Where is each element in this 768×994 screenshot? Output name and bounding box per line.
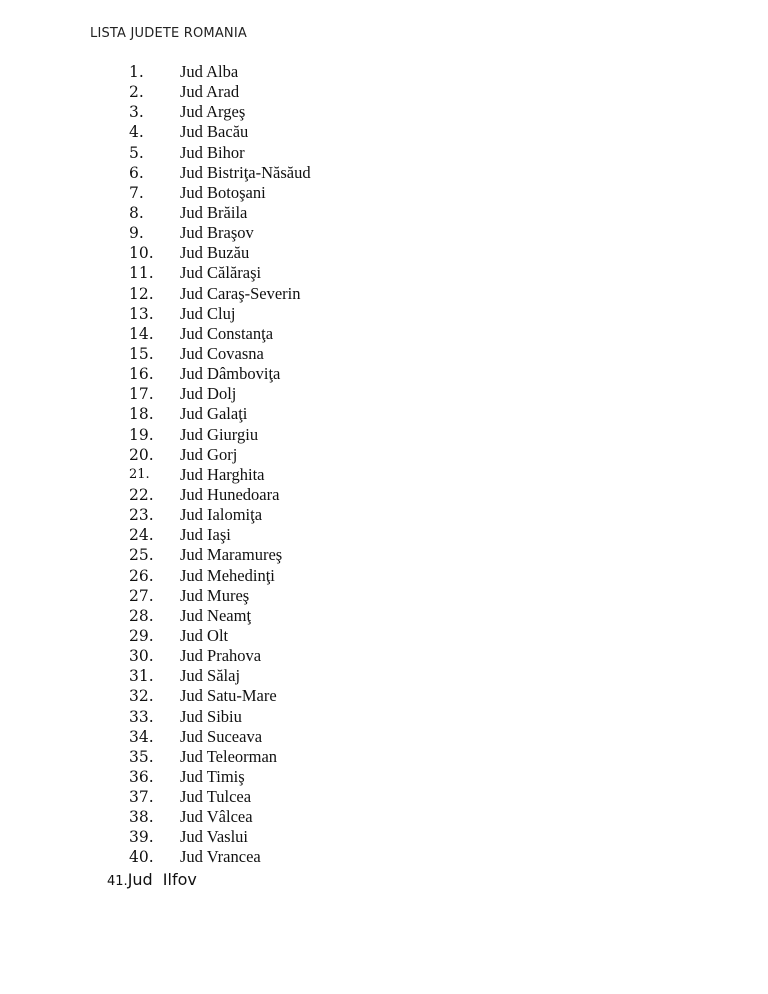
county-name: Jud Cluj	[180, 303, 236, 323]
county-number: 33.	[129, 707, 154, 726]
county-list-item	[0, 445, 768, 465]
county-name: Jud Prahova	[180, 646, 262, 666]
county-number: 28.	[129, 606, 154, 625]
county-name: Jud Dolj	[180, 384, 237, 404]
county-number: 40.	[129, 848, 154, 867]
county-number: 13.	[129, 304, 154, 323]
county-list-item	[0, 425, 768, 445]
county-number: 7.	[129, 183, 144, 202]
county-name: Jud Neamţ	[180, 605, 252, 625]
county-list-item	[0, 284, 768, 304]
county-number: 15.	[129, 344, 154, 363]
county-name: Jud Braşov	[180, 223, 254, 243]
county-name: Jud Bistriţa-Năsăud	[180, 162, 311, 182]
county-number: 3.	[129, 103, 144, 122]
county-list-item	[0, 666, 768, 686]
county-number: 29.	[129, 626, 154, 645]
county-name: Jud Timiş	[180, 766, 245, 786]
county-number: 16.	[129, 365, 154, 384]
county-number: 35.	[129, 747, 154, 766]
county-list-item	[0, 364, 768, 384]
county-number: 31.	[129, 667, 154, 686]
county-list-item	[0, 566, 768, 586]
county-name: Jud Gorj	[180, 444, 238, 464]
county-name: Jud Bacău	[180, 122, 249, 142]
county-list-item	[0, 606, 768, 626]
county-number: 1.	[129, 63, 144, 81]
county-list-item	[0, 203, 768, 223]
document-title: LISTA JUDETE ROMANIA	[90, 26, 247, 41]
county-list-item	[0, 102, 768, 122]
county-list-item	[0, 646, 768, 666]
county-name: Jud Mureş	[180, 585, 250, 605]
county-name: Jud Ialomiţa	[180, 505, 263, 525]
county-list-item	[0, 304, 768, 324]
county-number: 39.	[129, 828, 154, 847]
county-name: Jud Hunedoara	[180, 484, 280, 504]
county-list-item	[0, 404, 768, 424]
county-name: Jud Caraş-Severin	[180, 283, 301, 303]
county-name: Jud Arad	[180, 82, 240, 102]
county-name: Jud Suceava	[180, 726, 263, 746]
county-list-item	[0, 143, 768, 163]
county-name: Jud Covasna	[180, 343, 264, 363]
last-county-name: Jud Ilfov	[127, 870, 197, 889]
county-list-item	[0, 223, 768, 243]
county-number: 20.	[129, 445, 154, 464]
county-name: Jud Vâlcea	[180, 807, 253, 827]
county-list-item	[0, 807, 768, 827]
county-name: Jud Olt	[180, 625, 229, 645]
county-list-item	[0, 727, 768, 747]
county-list-item	[0, 626, 768, 646]
county-list-item	[0, 686, 768, 706]
county-number: 18.	[129, 405, 154, 424]
county-name: Jud Brăila	[180, 202, 248, 222]
county-list-item	[0, 747, 768, 767]
county-number: 22.	[129, 485, 154, 504]
county-name: Jud Buzău	[180, 243, 250, 263]
county-list-item	[0, 263, 768, 283]
county-list-item	[0, 525, 768, 545]
last-county-entry	[107, 870, 197, 889]
county-list	[0, 62, 768, 868]
county-number: 37.	[129, 788, 154, 807]
county-name: Jud Sibiu	[180, 706, 242, 726]
county-name: Jud Argeş	[180, 102, 246, 122]
county-name: Jud Teleorman	[180, 746, 278, 766]
county-name: Jud Sălaj	[180, 666, 241, 686]
county-list-item	[0, 344, 768, 364]
county-number: 6.	[129, 163, 144, 182]
county-list-item	[0, 62, 768, 82]
county-list-item	[0, 122, 768, 142]
county-name: Jud Constanţa	[180, 323, 274, 343]
county-name: Jud Alba	[180, 62, 239, 81]
county-list-item	[0, 183, 768, 203]
county-name: Jud Tulcea	[180, 787, 252, 807]
county-number: 2.	[129, 83, 144, 102]
county-number: 34.	[129, 727, 154, 746]
county-list-item	[0, 787, 768, 807]
county-number: 38.	[129, 808, 154, 827]
county-number: 23.	[129, 506, 154, 525]
county-number: 30.	[129, 647, 154, 666]
county-list-item	[0, 586, 768, 606]
county-list-item	[0, 384, 768, 404]
county-number: 11.	[129, 264, 154, 283]
county-list-item	[0, 847, 768, 867]
county-list-item	[0, 243, 768, 263]
county-name: Jud Iaşi	[180, 525, 231, 545]
county-number: 26.	[129, 566, 154, 585]
county-list-item	[0, 82, 768, 102]
county-list-item	[0, 324, 768, 344]
county-list-item	[0, 707, 768, 727]
county-number: 32.	[129, 687, 154, 706]
county-name: Jud Harghita	[180, 464, 265, 484]
county-list-item	[0, 485, 768, 505]
county-name: Jud Giurgiu	[180, 424, 259, 444]
county-number: 4.	[129, 123, 144, 142]
county-number: 27.	[129, 586, 154, 605]
county-number: 17.	[129, 385, 154, 404]
county-name: Jud Călăraşi	[180, 263, 262, 283]
county-list-item	[0, 827, 768, 847]
county-name: Jud Galaţi	[180, 404, 248, 424]
county-number: 9.	[129, 224, 144, 243]
county-number: 14.	[129, 324, 154, 343]
county-number: 5.	[129, 143, 144, 162]
county-number: 36.	[129, 767, 154, 786]
county-number: 24.	[129, 526, 154, 545]
last-county-number: 41.	[107, 874, 128, 889]
county-list-item	[0, 545, 768, 565]
county-name: Jud Mehedinţi	[180, 565, 275, 585]
county-name: Jud Bihor	[180, 142, 245, 162]
county-name: Jud Vrancea	[180, 847, 261, 867]
county-name: Jud Satu-Mare	[180, 686, 277, 706]
county-number: 25.	[129, 546, 154, 565]
county-name: Jud Dâmboviţa	[180, 364, 281, 384]
county-name: Jud Vaslui	[180, 827, 248, 847]
county-number: 8.	[129, 203, 144, 222]
county-list-item	[0, 163, 768, 183]
county-name: Jud Maramureş	[180, 545, 283, 565]
county-number: 21.	[129, 466, 150, 482]
county-list-item	[0, 505, 768, 525]
county-number: 12.	[129, 284, 154, 303]
county-number: 10.	[129, 244, 154, 263]
county-list-item	[0, 767, 768, 787]
county-number: 19.	[129, 425, 154, 444]
county-list-item	[0, 465, 768, 485]
county-name: Jud Botoşani	[180, 182, 266, 202]
